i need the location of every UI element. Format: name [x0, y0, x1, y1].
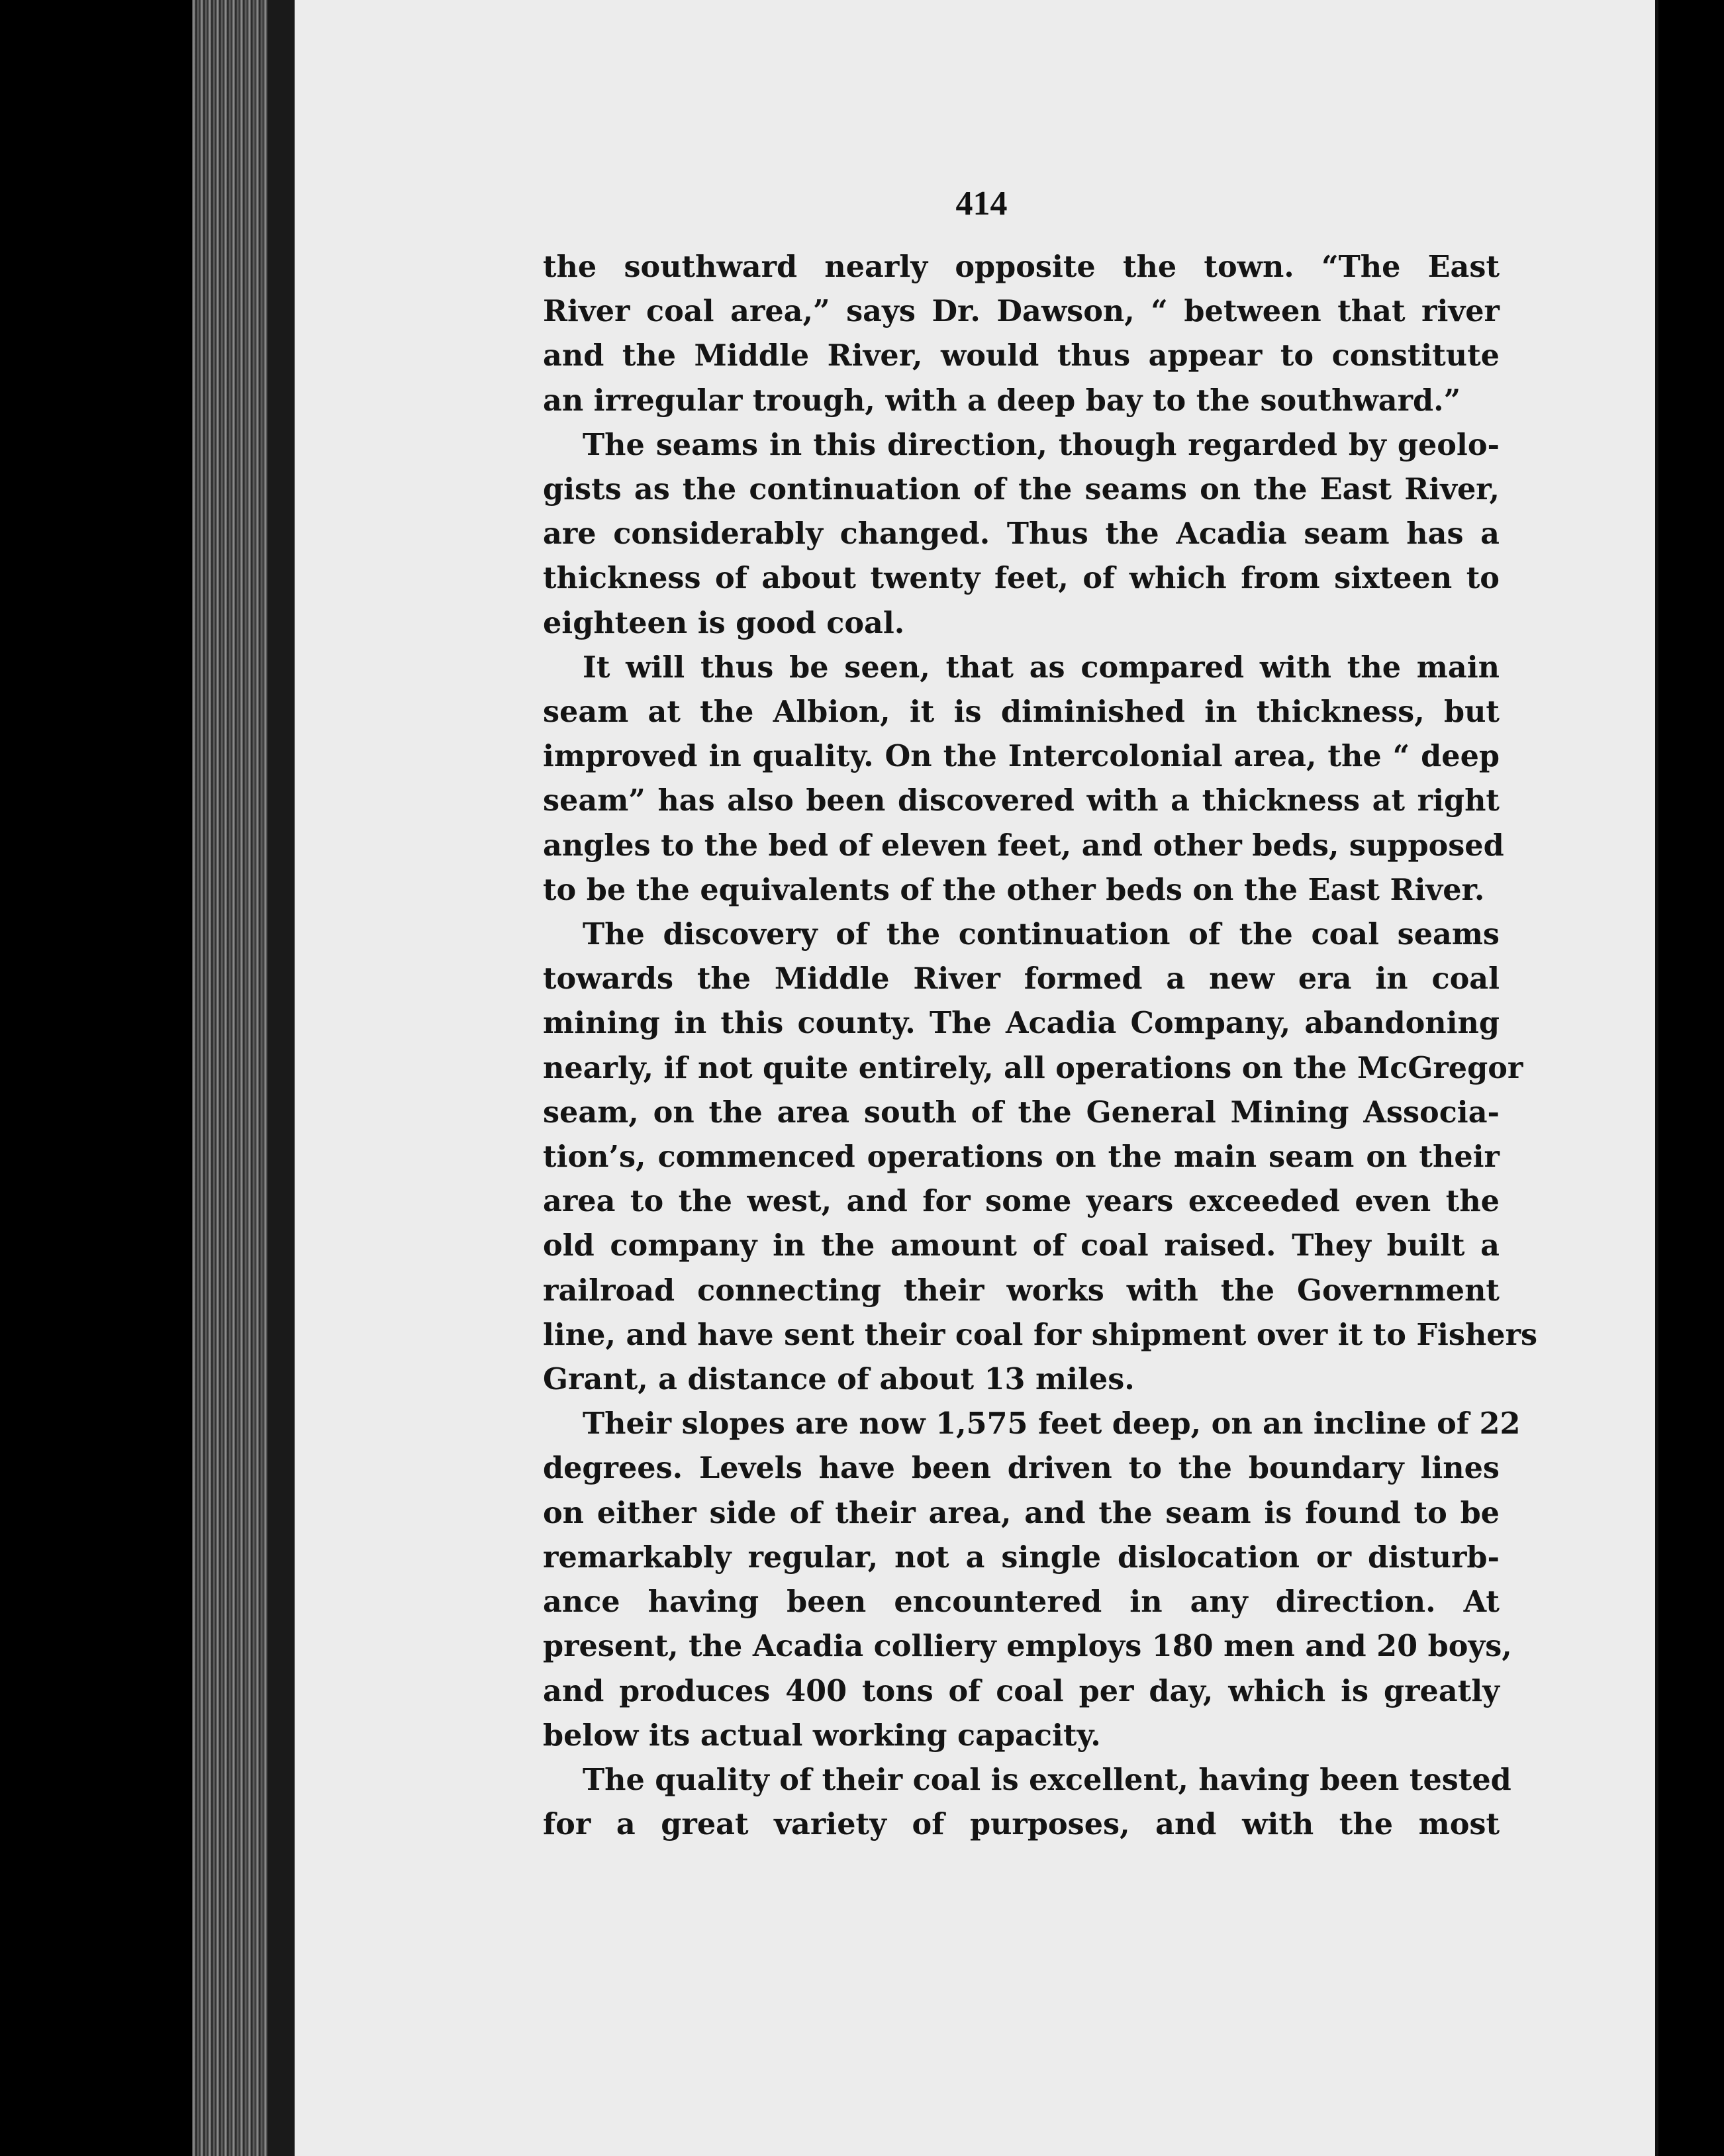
text-line: remarkably regular, not a single dislocation or disturb- — [543, 1540, 1500, 1575]
text-line: tion’s, commenced operations on the main seam on their — [543, 1140, 1500, 1175]
text-line: nearly, if not quite entirely, all operations on the McGregor — [543, 1050, 1523, 1085]
spine-shadow — [268, 0, 295, 2156]
paragraph — [543, 1402, 1521, 1758]
text-line: Their slopes are now 1,575 feet deep, on an incline of 22 — [583, 1406, 1521, 1442]
text-line: angles to the bed of eleven feet, and other beds, supposed — [543, 828, 1504, 863]
page-number: 414 — [955, 185, 1008, 222]
text-line: below its actual working capacity. — [543, 1718, 1101, 1753]
text-line: area to the west, and for some years exceeded even the — [543, 1184, 1500, 1219]
paragraph — [543, 1758, 1511, 1847]
text-line: for a great variety of purposes, and with the most — [543, 1807, 1500, 1842]
text-line: to be the equivalents of the other beds on the East River. — [543, 872, 1485, 907]
text-line: an irregular trough, with a deep bay to the southward.” — [543, 383, 1461, 418]
text-line: towards the Middle River formed a new era in coal — [543, 961, 1500, 997]
paragraph — [543, 646, 1504, 912]
text-line: present, the Acadia colliery employs 180 men and 20 boys, — [543, 1629, 1512, 1664]
text-line: the southward nearly opposite the town. “The East — [543, 250, 1500, 284]
text-line: line, and have sent their coal for shipment over it to Fishers — [543, 1317, 1538, 1352]
text-line: mining in this county. The Acadia Company, abandoning — [543, 1006, 1500, 1041]
text-line: are considerably changed. Thus the Acadia seam has a — [543, 516, 1500, 552]
paragraph — [543, 423, 1500, 646]
text-line: improved in quality. On the Intercolonial area, the “ deep — [543, 739, 1500, 774]
text-line: old company in the amount of coal raised. They built a — [543, 1228, 1500, 1263]
text-line: and the Middle River, would thus appear to constitute — [543, 338, 1500, 373]
paragraph — [543, 912, 1538, 1402]
text-line: The discovery of the continuation of the coal seams — [583, 917, 1500, 952]
text-line: railroad connecting their works with the Government — [543, 1273, 1500, 1308]
body-text — [543, 245, 1538, 1847]
text-line: gists as the continuation of the seams on the East River, — [543, 472, 1500, 507]
text-line: seam” has also been discovered with a thickness at right — [543, 783, 1500, 818]
text-line: Grant, a distance of about 13 miles. — [543, 1362, 1135, 1397]
text-line: eighteen is good coal. — [543, 605, 905, 640]
text-line: The seams in this direction, though regarded by geolo- — [583, 427, 1500, 462]
text-line: and produces 400 tons of coal per day, which is greatly — [543, 1673, 1500, 1708]
text-line: It will thus be seen, that as compared with the main — [583, 650, 1500, 685]
text-line: ance having been encountered in any direction. At — [543, 1585, 1500, 1620]
text-line: thickness of about twenty feet, of which from sixteen to — [543, 561, 1500, 596]
text-line: on either side of their area, and the seam is found to be — [543, 1495, 1500, 1530]
text-line: degrees. Levels have been driven to the boundary lines — [543, 1451, 1500, 1486]
text-line: River coal area,” says Dr. Dawson, “ between that river — [543, 294, 1500, 329]
text-line: seam, on the area south of the General Mining Associa- — [543, 1095, 1500, 1130]
paragraph — [543, 245, 1500, 423]
text-line: The quality of their coal is excellent, having been tested — [583, 1762, 1511, 1797]
text-line: seam at the Albion, it is diminished in thickness, but — [543, 695, 1500, 730]
right-margin-dark — [1658, 0, 1724, 2156]
